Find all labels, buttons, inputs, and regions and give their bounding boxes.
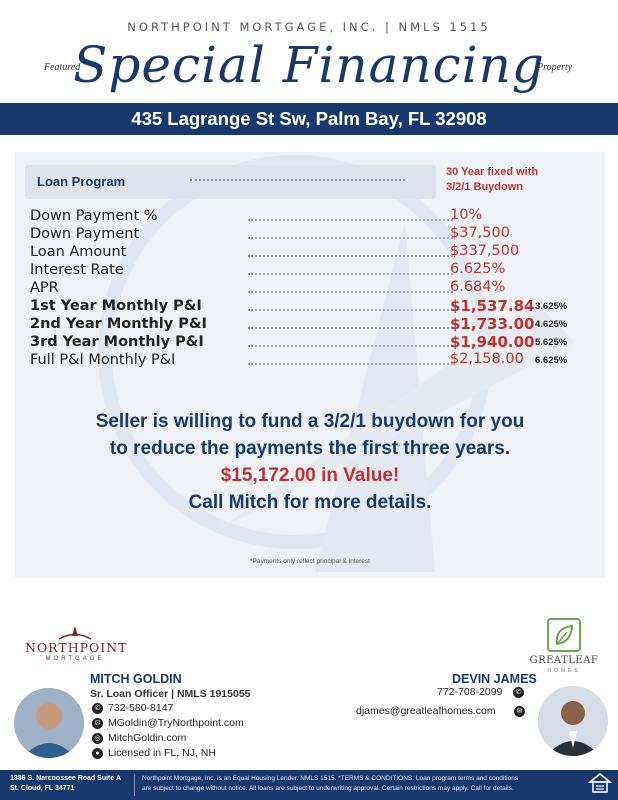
featured-label: Featured	[44, 62, 81, 73]
address-bar	[0, 103, 618, 135]
footer-legal	[142, 774, 582, 794]
row-rate: 3.625%	[535, 301, 568, 312]
message-line-1: Seller is willing to fund a 3/2/1 buydown for you	[95, 411, 525, 432]
leader-dots	[248, 345, 453, 347]
row-value: $1,733.00	[450, 315, 535, 333]
row-label: 2nd Year Monthly P&I	[30, 316, 207, 332]
row-label: 3rd Year Monthly P&I	[30, 334, 204, 350]
row-rate: 5.625%	[535, 337, 568, 348]
row-label: Down Payment %	[30, 208, 158, 224]
leader-dots	[190, 179, 405, 181]
loan-row	[30, 352, 600, 370]
leader-dots	[248, 327, 453, 329]
leader-dots	[248, 255, 453, 257]
row-label: Loan Amount	[30, 244, 127, 260]
row-value: $1,537.84	[450, 297, 535, 315]
payments-footnote: *Payments only reflect principal & interest	[250, 558, 370, 565]
value-callout: $15,172.00 in Value!	[220, 465, 400, 486]
equal-housing-icon	[588, 772, 612, 796]
loan-row	[30, 244, 600, 262]
row-value: $37,500	[450, 225, 510, 241]
mitch-avatar	[14, 688, 84, 758]
footer-address-line1: 1386 S. Narcoossee Road Suite A	[10, 775, 122, 782]
person-icon	[538, 686, 608, 756]
row-value: 6.625%	[450, 261, 506, 277]
message-line-2: to reduce the payments the first three years.	[109, 438, 511, 459]
loan-row	[30, 298, 600, 316]
greatleaf-logo-icon	[545, 616, 583, 654]
leader-dots	[248, 363, 453, 365]
devin-phone[interactable]	[437, 687, 527, 700]
leader-dots	[248, 291, 453, 293]
row-rate: 6.625%	[535, 355, 568, 366]
property-label: Property	[537, 62, 573, 73]
leader-dots	[248, 237, 453, 239]
devin-email[interactable]	[356, 706, 527, 719]
row-value: 10%	[450, 207, 483, 223]
mitch-phone-text[interactable]: 732-580-8147	[108, 702, 174, 714]
northpoint-logo-sub: MORTGAGE	[45, 656, 105, 662]
row-value: 6.684%	[450, 279, 506, 295]
northpoint-logo-text: NORTHPOINT	[25, 640, 128, 655]
mitch-name: MITCH GOLDIN	[90, 672, 182, 686]
leader-dots	[248, 219, 453, 221]
devin-phone-text[interactable]: 772-708-2099	[437, 686, 503, 698]
mitch-website-text[interactable]: MitchGoldin.com	[108, 732, 187, 744]
loan-row	[30, 208, 600, 226]
row-value: $2,158.00	[450, 351, 524, 367]
loan-row	[30, 262, 600, 280]
footer-legal-line2: are subject to change without notice. All loans are subject to underwriting approval. Certain restrictions may apply. Call for details.	[142, 785, 514, 792]
buydown-message	[15, 408, 605, 516]
property-address: 435 Lagrange St Sw, Palm Bay, FL 32908	[131, 108, 487, 129]
loan-row	[30, 316, 600, 334]
financing-panel	[15, 152, 605, 578]
greatleaf-logo-sub: HOMES	[547, 668, 581, 674]
web-icon: ◎	[92, 733, 103, 744]
row-rate: 4.625%	[535, 319, 568, 330]
devin-name: DEVIN JAMES	[452, 672, 537, 686]
email-icon: ✉	[92, 718, 103, 729]
loan-row	[30, 280, 600, 298]
loan-program-value-line2: 3/2/1 Buydown	[446, 181, 524, 193]
phone-icon: ✆	[513, 687, 524, 698]
devin-avatar	[538, 686, 608, 756]
loan-program-label: Loan Program	[37, 174, 126, 189]
row-label: Full P&I Monthly P&I	[30, 352, 176, 368]
leader-dots	[248, 309, 453, 311]
footer-address-line2: St. Cloud, FL 34771	[10, 785, 75, 792]
phone-icon: ✆	[92, 703, 103, 714]
call-to-action: Call Mitch for more details.	[188, 492, 432, 513]
row-value: $1,940.00	[450, 333, 535, 351]
location-icon: ●	[92, 748, 103, 759]
page-title: Special Financing	[73, 36, 545, 94]
loan-row	[30, 334, 600, 352]
footer-address	[10, 774, 130, 794]
company-header: NORTHPOINT MORTGAGE, INC. | NMLS 1515	[127, 20, 491, 34]
row-value: $337,500	[450, 243, 520, 259]
mitch-email-text[interactable]: MGoldin@TryNorthpoint.com	[108, 717, 244, 729]
leader-dots	[248, 273, 453, 275]
greatleaf-logo-text: GREATLEAF	[529, 655, 599, 666]
row-label: APR	[30, 280, 59, 296]
devin-email-text[interactable]: djames@greatleafhomes.com	[356, 705, 496, 717]
footer-legal-line1: Northpoint Mortgage, Inc. is an Equal Housing Lender. NMLS 1515. *TERMS & CONDITIONS: Loan program terms and conditions	[142, 775, 519, 782]
mitch-licensed-text: Licensed in FL, NJ, NH	[108, 747, 216, 759]
mitch-title: Sr. Loan Officer | NMLS 1915055	[90, 688, 251, 700]
loan-row	[30, 226, 600, 244]
person-icon	[14, 688, 84, 758]
loan-program-value-line1: 30 Year fixed with	[446, 166, 539, 178]
email-icon: ✉	[514, 706, 525, 717]
loan-program-value	[446, 165, 596, 195]
row-label: Interest Rate	[30, 262, 124, 278]
row-label: Down Payment	[30, 226, 140, 242]
footer-divider	[134, 774, 135, 796]
row-label: 1st Year Monthly P&I	[30, 298, 202, 314]
